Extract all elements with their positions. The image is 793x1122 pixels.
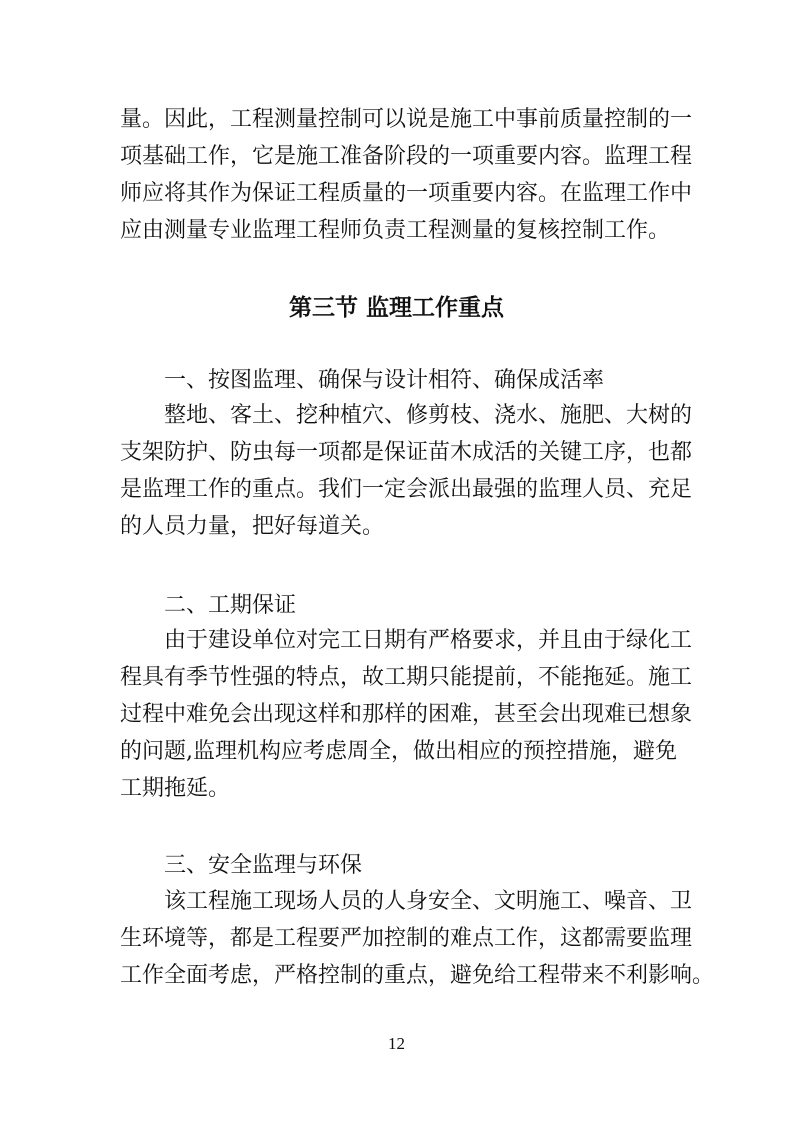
- item-heading: 二、工期保证: [164, 593, 297, 618]
- text-line: 应由测量专业监理工程师负责工程测量的复核控制工作。: [120, 218, 671, 243]
- text-line: 该工程施工现场人员的人身安全、文明施工、噪音、卫: [164, 889, 693, 914]
- text-line: 量。因此，工程测量控制可以说是施工中事前质量控制的一: [120, 107, 693, 132]
- text-line: 工作全面考虑，严格控制的重点，避免给工程带来不利影响。: [120, 963, 715, 988]
- text-line: 过程中难免会出现这样和那样的困难，甚至会出现难已想象: [120, 702, 693, 727]
- page-number: 12: [388, 1034, 405, 1053]
- text-line: 项基础工作，它是施工准备阶段的一项重要内容。监理工程: [120, 144, 693, 169]
- text-line: 工期拖延。: [120, 776, 231, 801]
- text-line: 整地、客土、挖种植穴、修剪枝、浇水、施肥、大树的: [164, 403, 693, 428]
- text-line: 的人员力量，把好每道关。: [120, 514, 385, 539]
- text-line: 是监理工作的重点。我们一定会派出最强的监理人员、充足: [120, 477, 693, 502]
- item-heading: 一、按图监理、确保与设计相符、确保成活率: [164, 368, 605, 393]
- text-line: 师应将其作为保证工程质量的一项重要内容。在监理工作中: [120, 181, 693, 206]
- text-line: 生环境等，都是工程要严加控制的难点工作，这都需要监理: [120, 926, 693, 951]
- item-heading: 三、安全监理与环保: [164, 853, 363, 878]
- text-line: 由于建设单位对完工日期有严格要求，并且由于绿化工: [164, 628, 693, 653]
- text-line: 程具有季节性强的特点，故工期只能提前，不能拖延。施工: [120, 665, 693, 690]
- text-line: 支架防护、防虫每一项都是保证苗木成活的关键工序，也都: [120, 440, 693, 465]
- section-title: 第三节 监理工作重点: [288, 295, 504, 321]
- text-line: 的问题,监理机构应考虑周全，做出相应的预控措施，避免: [120, 739, 677, 764]
